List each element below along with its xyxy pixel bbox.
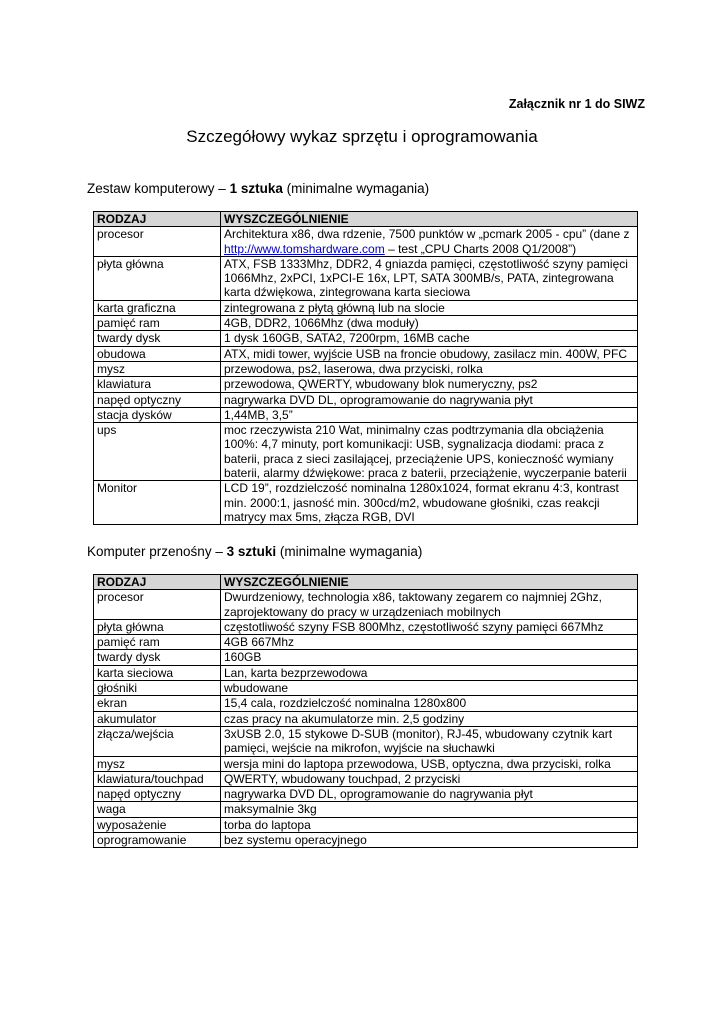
- table-row: [94, 635, 638, 650]
- table-row: [94, 300, 638, 315]
- component-name: głośniki: [94, 681, 221, 696]
- component-name: płyta główna: [94, 619, 221, 634]
- specification-text: 1,44MB, 3,5”: [224, 407, 293, 422]
- component-name: stacja dysków: [94, 407, 221, 422]
- component-specification: [221, 331, 638, 346]
- component-specification: [221, 635, 638, 650]
- specification-text: wbudowane: [224, 681, 289, 696]
- component-specification: [221, 711, 638, 726]
- column-header-specification: WYSZCZEGÓLNIENIE: [221, 575, 638, 590]
- component-specification: [221, 227, 638, 257]
- desktop-spec-table: [93, 211, 638, 525]
- table-row: [94, 316, 638, 331]
- specification-text: przewodowa, QWERTY, wbudowany blok numeryczny, ps2: [224, 377, 538, 392]
- component-specification: [221, 423, 638, 481]
- component-name: napęd optyczny: [94, 787, 221, 802]
- specification-text: torba do laptopa: [224, 817, 311, 832]
- component-specification: [221, 650, 638, 665]
- component-name: Monitor: [94, 481, 221, 525]
- specification-text: 4GB, DDR2, 1066Mhz (dwa moduły): [224, 316, 419, 331]
- specification-text: nagrywarka DVD DL, oprogramowanie do nagrywania płyt: [224, 787, 533, 802]
- component-specification: [221, 619, 638, 634]
- table-row: [94, 407, 638, 422]
- table-row: [94, 377, 638, 392]
- column-header-type: RODZAJ: [94, 575, 221, 590]
- table-row: [94, 833, 638, 848]
- table-row: [94, 802, 638, 817]
- specification-text: 15,4 cala, rozdzielczość nominalna 1280x800: [224, 696, 467, 711]
- component-specification: [221, 696, 638, 711]
- component-name: karta graficzna: [94, 300, 221, 315]
- component-name: klawiatura: [94, 377, 221, 392]
- component-specification: [221, 787, 638, 802]
- component-specification: [221, 817, 638, 832]
- annex-label: Załącznik nr 1 do SIWZ: [508, 97, 645, 111]
- table-row: [94, 256, 638, 300]
- specification-text: ATX, midi tower, wyjście USB na froncie obudowy, zasilacz min. 400W, PFC: [224, 346, 628, 361]
- specification-text: bez systemu operacyjnego: [224, 833, 367, 848]
- component-name: twardy dysk: [94, 650, 221, 665]
- component-name: twardy dysk: [94, 331, 221, 346]
- reference-link[interactable]: http://www.tomshardware.com: [224, 241, 385, 256]
- component-name: napęd optyczny: [94, 392, 221, 407]
- table-row: [94, 817, 638, 832]
- component-specification: [221, 377, 638, 392]
- specification-text: 1 dysk 160GB, SATA2, 7200rpm, 16MB cache: [224, 331, 470, 346]
- table-row: [94, 331, 638, 346]
- component-specification: [221, 346, 638, 361]
- component-name: złącza/wejścia: [94, 726, 221, 756]
- component-name: płyta główna: [94, 256, 221, 300]
- specification-text: nagrywarka DVD DL, oprogramowanie do nagrywania płyt: [224, 392, 533, 407]
- component-name: mysz: [94, 756, 221, 771]
- section-heading-suffix: (minimalne wymagania): [282, 181, 430, 196]
- specification-text: maksymalnie 3kg: [224, 802, 317, 817]
- table-row: [94, 696, 638, 711]
- laptop-spec-table: [93, 574, 638, 848]
- specification-text: QWERTY, wbudowany touchpad, 2 przyciski: [224, 771, 461, 786]
- table-row: [94, 590, 638, 620]
- component-name: oprogramowanie: [94, 833, 221, 848]
- laptop-spec-rows: [94, 590, 638, 848]
- component-specification: [221, 316, 638, 331]
- table-row: [94, 346, 638, 361]
- section-heading-quantity: 3 sztuki: [226, 544, 277, 559]
- component-name: wyposażenie: [94, 817, 221, 832]
- table-row: [94, 711, 638, 726]
- specification-text: ATX, FSB 1333Mhz, DDR2, 4 gniazda pamięci, częstotliwość szyny pamięci 1066Mhz, 2xPCI, 1xPCI-E 16x, LPT, SATA 300MB/s, PATA, zintegrowana karta dźwiękowa, zintegrowana karta sieciowa: [224, 256, 628, 300]
- specification-text: wersja mini do laptopa przewodowa, USB, optyczna, dwa przyciski, rolka: [224, 756, 611, 771]
- component-name: procesor: [94, 227, 221, 257]
- section-heading-quantity: 1 sztuka: [229, 181, 283, 196]
- component-specification: [221, 681, 638, 696]
- specification-text: Architektura x86, dwa rdzenie, 7500 punktów w „pcmark 2005 - cpu” (dane z: [224, 227, 630, 242]
- table-row: [94, 392, 638, 407]
- section-heading-laptop: [87, 544, 422, 559]
- specification-text-continued: – test „CPU Charts 2008 Q1/2008”): [384, 241, 577, 256]
- table-row: [94, 726, 638, 756]
- component-specification: [221, 726, 638, 756]
- component-specification: [221, 407, 638, 422]
- component-name: akumulator: [94, 711, 221, 726]
- desktop-spec-rows: [94, 227, 638, 525]
- table-row: [94, 423, 638, 481]
- table-row: [94, 619, 638, 634]
- component-specification: [221, 771, 638, 786]
- table-row: [94, 361, 638, 376]
- component-specification: [221, 756, 638, 771]
- component-name: obudowa: [94, 346, 221, 361]
- specification-text: moc rzeczywista 210 Wat, minimalny czas podtrzymania dla obciążenia 100%: 4,7 minuty, port komunikacji: USB, sygnalizacja diodami: praca z baterii, praca z sieci zasilającej, przeciążenie UPS, konieczność wymiany baterii, alarmy dźwiękowe: praca z baterii, przeciążenie, wyczerpanie baterii: [224, 423, 627, 481]
- specification-text: przewodowa, ps2, laserowa, dwa przyciski, rolka: [224, 361, 483, 376]
- component-name: pamięć ram: [94, 635, 221, 650]
- component-specification: [221, 802, 638, 817]
- component-specification: [221, 300, 638, 315]
- specification-text: 160GB: [224, 650, 262, 665]
- section-heading-suffix: (minimalne wymagania): [276, 544, 423, 559]
- column-header-specification: WYSZCZEGÓLNIENIE: [221, 212, 638, 227]
- component-specification: [221, 256, 638, 300]
- specification-text: LCD 19”, rozdzielczość nominalna 1280x1024, format ekranu 4:3, kontrast min. 2000:1, jasność min. 300cd/m2, wbudowane głośniki, czas reakcji matrycy max 5ms, złącza RGB, DVI: [224, 481, 619, 524]
- specification-text: Dwurdzeniowy, technologia x86, taktowany zegarem co najmniej 2Ghz, zaprojektowany do pracy w urządzeniach mobilnych: [224, 590, 602, 619]
- table-row: [94, 227, 638, 257]
- component-specification: [221, 361, 638, 376]
- table-row: [94, 787, 638, 802]
- table-row: [94, 481, 638, 525]
- table-header-row: [94, 212, 638, 227]
- table-row: [94, 650, 638, 665]
- specification-text: 4GB 667Mhz: [224, 635, 295, 650]
- component-name: pamięć ram: [94, 316, 221, 331]
- specification-text: czas pracy na akumulatorze min. 2,5 godziny: [224, 711, 465, 726]
- component-name: klawiatura/touchpad: [94, 771, 221, 786]
- component-name: ekran: [94, 696, 221, 711]
- document-title: Szczegółowy wykaz sprzętu i oprogramowania: [186, 127, 538, 146]
- table-row: [94, 756, 638, 771]
- component-specification: [221, 481, 638, 525]
- component-name: mysz: [94, 361, 221, 376]
- table-row: [94, 665, 638, 680]
- component-name: karta sieciowa: [94, 665, 221, 680]
- specification-text: zintegrowana z płytą główną lub na slocie: [224, 300, 445, 315]
- component-specification: [221, 392, 638, 407]
- section-heading-prefix: Komputer przenośny –: [87, 544, 227, 559]
- specification-text: 3xUSB 2.0, 15 stykowe D-SUB (monitor), RJ-45, wbudowany czytnik kart pamięci, wejście na mikrofon, wyjście na słuchawki: [224, 726, 613, 756]
- component-specification: [221, 833, 638, 848]
- component-name: procesor: [94, 590, 221, 620]
- table-row: [94, 771, 638, 786]
- specification-text: Lan, karta bezprzewodowa: [224, 665, 368, 680]
- component-name: waga: [94, 802, 221, 817]
- component-specification: [221, 665, 638, 680]
- column-header-type: RODZAJ: [94, 212, 221, 227]
- section-heading-prefix: Zestaw komputerowy –: [87, 181, 230, 196]
- component-name: ups: [94, 423, 221, 481]
- table-header-row: [94, 575, 638, 590]
- component-specification: [221, 590, 638, 620]
- section-heading-desktop: [87, 181, 429, 196]
- specification-text: częstotliwość szyny FSB 800Mhz, częstotliwość szyny pamięci 667Mhz: [224, 619, 604, 634]
- table-row: [94, 681, 638, 696]
